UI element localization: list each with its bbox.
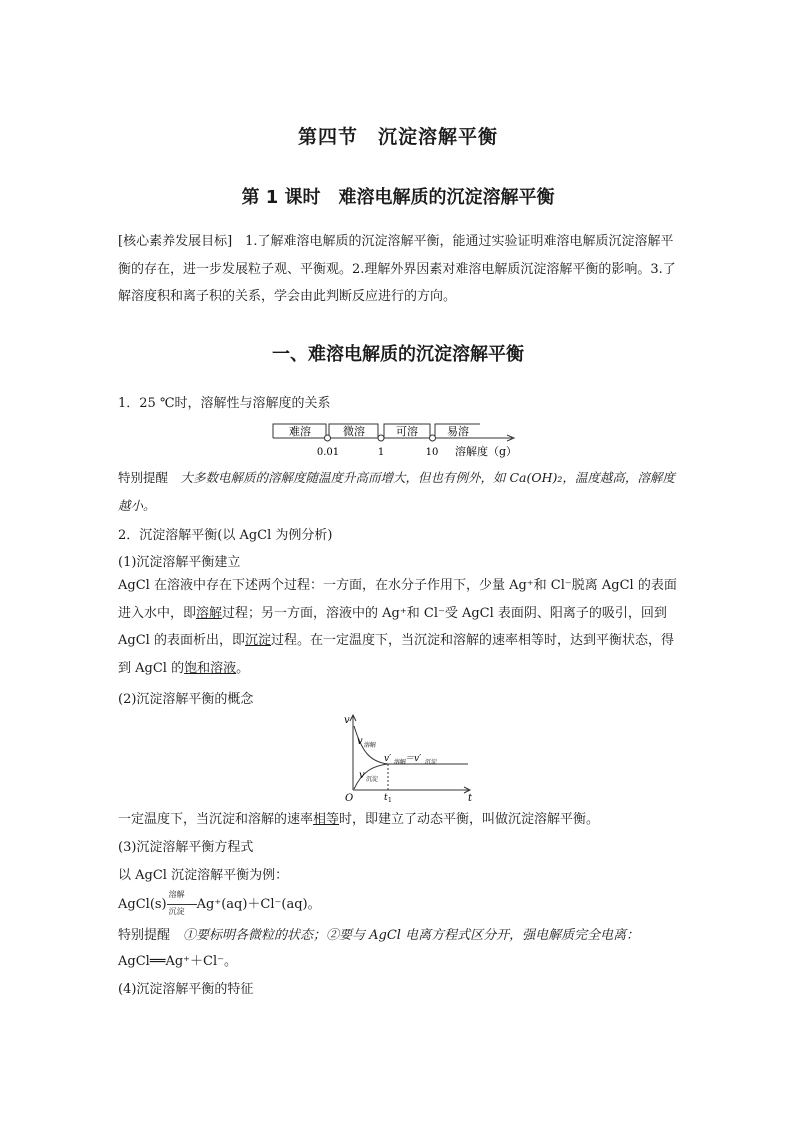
text-span: 过程；另一方面，溶液中的 Ag⁺和 Cl⁻受 AgCl 表面阴、阳离子的吸引，回到 AgCl 的表面析出，即 xyxy=(118,605,667,648)
equation-right: Ag⁺(aq)＋Cl⁻(aq)。 xyxy=(196,897,321,912)
blank-answer-precipitate: 沉淀 xyxy=(244,633,271,648)
y-axis-label: v xyxy=(344,715,350,726)
subsection-2-title: (2)沉淀溶解平衡的概念 xyxy=(118,692,254,707)
category-label: 可溶 xyxy=(396,425,418,438)
tick-label: 1 xyxy=(377,447,385,458)
equilibrium-establishment-paragraph xyxy=(118,572,678,682)
blank-answer-dissolve: 溶解 xyxy=(196,605,223,621)
special-tip-2 xyxy=(118,924,678,943)
tip-text: ①要标明各微粒的状态；②要与 AgCl 电离方程式区分开，强电解质完全电离： xyxy=(170,928,640,943)
arrow-line xyxy=(167,904,197,905)
lesson-title: 第 1 课时 难溶电解质的沉淀溶解平衡 xyxy=(241,187,555,208)
boundary-marker xyxy=(430,435,436,441)
v-precip-sub: 沉淀 xyxy=(366,776,379,783)
item-2-heading: 2．沉淀溶解平衡(以 AgCl 为例分析) xyxy=(118,528,333,543)
category-label: 易溶 xyxy=(447,425,469,438)
reversible-arrow xyxy=(167,889,197,916)
equal-label-sub-b: 沉淀 xyxy=(425,759,438,766)
ionization-equation: AgCl══Ag⁺＋Cl⁻。 xyxy=(118,954,238,969)
tip-label: 特别提醒 xyxy=(118,928,171,943)
origin-label: O xyxy=(345,793,354,802)
boundary-marker xyxy=(325,435,331,441)
t1-label: t xyxy=(384,793,388,802)
solubility-diagram xyxy=(118,418,678,458)
arrow-over-label: 溶解 xyxy=(168,889,185,899)
category-label: 微溶 xyxy=(343,425,365,438)
text-span: 过程。在一定温度下，当沉淀和溶解的速率相等时，达到平衡状态，得到 AgCl 的 xyxy=(118,633,674,676)
core-goals-paragraph xyxy=(118,228,678,311)
subsection-4-title: (4)沉淀溶解平衡的特征 xyxy=(118,982,254,997)
tip-label: 特别提醒 xyxy=(118,470,169,485)
core-goals-label: [核心素养发展目标] xyxy=(118,234,233,249)
core-goals-text: 1.了解难溶电解质的沉淀溶解平衡，能通过实验证明难溶电解质沉淀溶解平衡的存在，进一步发展粒子观、平衡观。2.理解外界因素对难溶电解质沉淀溶解平衡的影响。3.了解溶度积和离子积的关系，学会由此判断反应进行的方向。 xyxy=(118,234,676,304)
v-dissolve-sub: 溶解 xyxy=(364,742,377,749)
text-span: 。 xyxy=(236,660,250,676)
tick-label: 0.01 xyxy=(316,447,340,458)
equilibrium-concept-line xyxy=(118,808,678,827)
item-1-heading: 1．25 ℃时，溶解性与溶解度的关系 xyxy=(118,396,331,411)
section-title: 第四节 沉淀溶解平衡 xyxy=(297,126,498,148)
tip-text: 大多数电解质的溶解度随温度升高而增大，但也有例外，如 Ca(OH)₂，温度越高，溶解度越小。 xyxy=(118,470,675,513)
equal-label-a: v′ xyxy=(384,754,392,764)
part-title: 一、难溶电解质的沉淀溶解平衡 xyxy=(272,344,524,365)
category-label: 难溶 xyxy=(289,425,311,438)
blank-answer-saturated: 饱和 xyxy=(184,660,211,676)
subsection-1-title: (1)沉淀溶解平衡建立 xyxy=(118,555,241,570)
v-precip-label: v xyxy=(359,770,365,781)
axis-label: 溶解度（g） xyxy=(454,445,518,458)
arrow-under-label: 沉淀 xyxy=(168,906,185,916)
boundary-marker xyxy=(378,435,384,441)
special-tip-1 xyxy=(118,464,678,519)
blank-answer-equal: 相等 xyxy=(313,812,340,827)
blank-answer-solution: 溶液 xyxy=(210,660,237,676)
example-intro: 以 AgCl 沉淀溶解平衡为例： xyxy=(118,868,289,883)
text-span: 时，即建立了动态平衡，叫做沉淀溶解平衡。 xyxy=(339,812,600,827)
text-span: AgCl 在溶液中存在下述两个过程：一方面，在水分子作用下，少量 Ag⁺和 Cl⁻脱离 AgCl 的表面进入水中，即 xyxy=(118,578,677,621)
v-dissolve-label: v xyxy=(357,736,363,747)
x-axis-label: t xyxy=(468,793,473,802)
equal-label-mid: ＝v′ xyxy=(405,754,422,764)
dissolution-equation xyxy=(118,889,678,916)
text-span: 一定温度下，当沉淀和溶解的速率 xyxy=(118,812,314,827)
tick-label: 10 xyxy=(425,447,439,458)
t1-sub: 1 xyxy=(388,797,392,802)
rate-time-graph xyxy=(340,712,480,802)
subsection-3-title: (3)沉淀溶解平衡方程式 xyxy=(118,840,254,855)
equation-left: AgCl(s) xyxy=(118,897,167,912)
equal-label-sub-a: 溶解 xyxy=(394,759,407,766)
